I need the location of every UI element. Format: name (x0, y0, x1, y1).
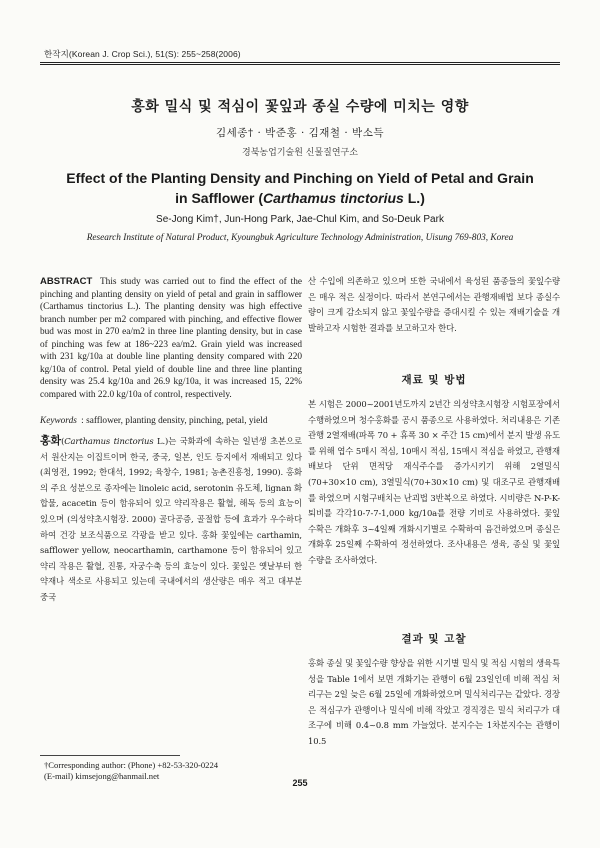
journal-header: 한작지(Korean J. Crop Sci.), 51(S): 255~258(2006) (44, 49, 241, 59)
page-number: 255 (292, 778, 308, 788)
right-paragraph-3: 홍화 종실 및 꽃잎수량 향상을 위한 시기별 밀식 및 적심 시험의 생육특성을 Table 1에서 보면 개화기는 관행이 6월 23일인데 비해 적심 처리구는 2일 늦은 6월 25일에 개화하였으며 밀식처리구는 같았다. 경장은 적심구가 관행이나 밀식에 비해 작았고 경직경은 밀식 처리구가 대조구에 비해 0.4~0.8 mm 가늘었다. 분지수는 1차분지수는 관행이 10.5 (308, 658, 560, 746)
footnote-phone: †Corresponding author: (Phone) +82-53-320-0224 (44, 760, 219, 770)
introduction-paragraph: 홍화(Carthamus tinctorius L.)는 국화과에 속하는 일년생 초본으로서 원산지는 이집트이며 한국, 중국, 일본, 인도 등지에서 재배되고 있다(최영전, 1992; 한대석, 1992; 육창수, 1981; 농촌진흥청, 1990). 홍화의 주요 성분으로 종자에는 linoleic acid, serotonin 유도체, lignan 화합물, acacetin 등이 함유되어 있고 약리작용은 활혈, 해독 등의 효능이 있으며 (의성약초시험장. 2000) 골다공증, 골절합 등에 효과가 우수하다 하여 건강 보조식품으로 각광을 받고 있다. 홍화 꽃잎에는 carthamin, safflower yellow, neocarthamin, carthamone 등이 함유되어 있고 약리 작용은 활혈, 진통, 자궁수축 등의 효능이 있다. 꽃잎은 옛날부터 한약재나 색소로 사용되고 있는데 국내에서의 생산량은 매우 적고 대부분 중국 (40, 434, 302, 602)
keywords-label: Keywords (40, 416, 77, 426)
english-affiliation: Research Institute of Natural Product, Kyoungbuk Agriculture Technology Administration, Uisung 769-803, Korea (86, 233, 514, 243)
english-authors: Se-Jong Kim†, Jun-Hong Park, Jae-Chul Kim, and So-Deuk Park (156, 214, 444, 225)
footnote-rule (40, 755, 180, 756)
right-paragraph-2: 본 시험은 2000~2001년도까지 2년간 의성약초시험장 시험포장에서 수행하였으며 청수홍화를 공시 품종으로 사용하였다. 처리내용은 기존 관행 2열재배(파폭 70 + 휴폭 30 × 주간 15 cm)에서 분지 발생 유도를 위해 엽수 5매시 적심, 10매시 적심, 15매시 적심을 하였고, 관행재배보다 단위 면적당 재식주수를 증가시키기 위해 2열밀식(70+30×10 cm), 3열밀식(70+30×10 cm) 및 대조구로 관행재배를 하였으며 시험구배치는 난괴법 3반복으로 하였다. 시비량은 N-P-K-퇴비를 각각10-7-7-1,000 kg/10a를 전량 기비로 사용하였다. 꽃잎 수확은 개화후 3~4일째 개화시기별로 수확하여 음건하였으며 종실은 개화후 25일째 수확하여 정선하였다. 조사내용은 생육, 종실 및 꽃잎 수량을 조사하였다. (308, 399, 560, 565)
intro-lead-word: 홍화 (40, 434, 62, 447)
abstract (40, 276, 302, 401)
english-title-line1: Effect of the Planting Density and Pinching on Yield of Petal and Grain (66, 170, 534, 186)
korean-title: 홍화 밀식 및 적심이 꽃잎과 종실 수량에 미치는 영향 (131, 99, 469, 115)
korean-affiliation: 경북농업기술원 신물질연구소 (242, 148, 358, 158)
section-heading-materials-methods: 재료 및 방법 (401, 374, 467, 386)
english-title-line2 (0, 188, 600, 208)
english-title-suffix: L.) (403, 190, 425, 206)
english-title-prefix: in Safflower ( (175, 190, 264, 206)
right-paragraph-1: 산 수입에 의존하고 있으며 또한 국내에서 육성된 품종들의 꽃잎수량은 매우 적은 실정이다. 따라서 본연구에서는 관행재배법 보다 종실수량이 크게 감소되지 않고 꽃잎수량을 증대시킬 수 있는 재배기술을 개발하고자 시험한 결과를 보고하고자 한다. (308, 276, 560, 333)
keywords (40, 415, 302, 428)
english-title (0, 168, 600, 208)
english-title-species: Carthamus tinctorius (263, 190, 404, 206)
abstract-text: This study was carried out to find the effect of the pinching and planting density on yield of petal and grain in safflower (Carthamus tinctorius L.). The planting density was high effective branch number per m2 compared with pinching, and effective flower bud was most in 270 ea/m2 in three line planting density, but in case of pinching was few at 186~223 ea/m2. Grain yield was increased with 231 kg/10a at double line planting density compared with 220 kg/10a of control. Petal yield of double line and three line planting density was 25.4 kg/10a and 26.9 kg/10a, it was increased 15, 22% compared with 22.0 kg/10a of control, respectively. (40, 277, 302, 400)
intro-text: L.)는 국화과에 속하는 일년생 초본으로서 원산지는 이집트이며 한국, 중국, 일본, 인도 등지에서 재배되고 있다(최영전, 1992; 한대석, 1992; 육창수, 1981; 농촌진흥청, 1990). 홍화의 주요 성분으로 종자에는 linoleic acid, serotonin 유도체, lignan 화합물, acacetin 등이 함유되어 있고 약리작용은 활혈, 해독 등의 효능이 있으며 (의성약초시험장. 2000) 골다공증, 골절합 등에 효과가 우수하다 하여 건강 보조식품으로 각광을 받고 있다. 홍화 꽃잎에는 carthamin, safflower yellow, neocarthamin, carthamone 등이 함유되어 있고 약리 작용은 활혈, 진통, 자궁수축 등의 효능이 있다. 꽃잎은 옛날부터 한약재나 색소로 사용되고 있는데 국내에서의 생산량은 매우 적고 대부분 중국 (40, 436, 302, 602)
korean-authors: 김세종† · 박준홍 · 김재철 · 박소득 (215, 127, 384, 139)
section-heading-results-discussion: 결과 및 고찰 (401, 633, 467, 645)
footnote-email: (E-mail) kimsejong@hanmail.net (44, 771, 160, 781)
keywords-value: : safflower, planting density, pinching, petal, yield (81, 416, 268, 426)
abstract-label: ABSTRACT (40, 276, 93, 287)
intro-species: Carthamus tinctorius (64, 436, 154, 446)
header-rule (40, 62, 560, 65)
